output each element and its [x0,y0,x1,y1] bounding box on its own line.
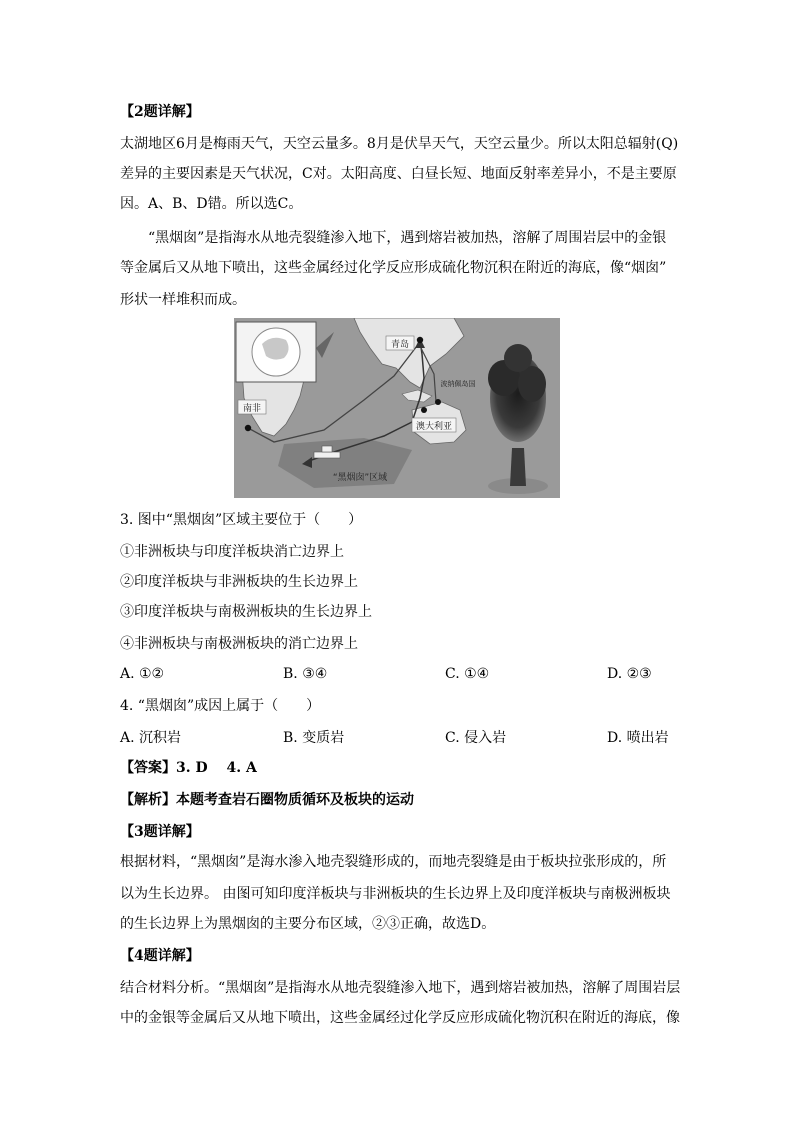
q4-option-a: A. 沉积岩 [120,730,182,746]
q3-stem: 3. 图中“黑烟囱”区域主要位于（ ） [120,512,363,528]
section2-line-2: 差异的主要因素是天气状况，C对。太阳高度、白昼长短、地面反射率差异小，不是主要原 [120,166,677,182]
q3-option-d: D. ②③ [607,666,652,682]
section3-line-3: 的生长边界上为黑烟囱的主要分布区域，②③正确，故选D。 [120,916,496,932]
q3-item-2: ②印度洋板块与非洲板块的生长边界上 [120,574,358,590]
q4-option-d: D. 喷出岩 [607,730,669,746]
section4-line-2: 中的金银等金属后又从地下喷出，这些金属经过化学反应形成硫化物沉积在附近的海底，像 [120,1010,680,1026]
ship-icon [314,452,340,458]
section3-line-1: 根据材料，“黑烟囱”是海水渗入地壳裂缝形成的，而地壳裂缝是由于板块拉张形成的，所 [120,854,667,870]
section3-line-2: 以为生长边界。 由图可知印度洋板块与非洲板块的生长边界上及印度洋板块与南极洲板块 [120,886,671,902]
q3-item-4: ④非洲板块与南极洲板块的消亡边界上 [120,636,358,652]
label-islands: 波纳佩岛国 [440,380,476,388]
intro-line-3: 形状一样堆积而成。 [120,292,246,308]
q4-option-c: C. 侵入岩 [445,730,507,746]
q3-option-c: C. ①④ [445,666,490,682]
q3-option-a: A. ①② [120,666,165,682]
analysis-line: 【解析】本题考查岩石圈物质循环及板块的运动 [120,792,414,808]
label-qingdao: 青岛 [390,340,410,350]
label-south-africa: 南非 [242,404,262,414]
section2-heading: 【2题详解】 [120,104,200,120]
black-smoker-map [234,318,560,498]
intro-line-1: “黑烟囱”是指海水从地壳裂缝渗入地下，遇到熔岩被加热，溶解了周围岩层中的金银 [148,230,667,246]
label-region: “黑烟囱”区域 [332,473,388,483]
q3-option-b: B. ③④ [283,666,328,682]
qingdao-marker [417,337,423,343]
intro-line-2: 等金属后又从地下喷出，这些金属经过化学反应形成硫化物沉积在附近的海底，像“烟囱” [120,260,667,276]
south-africa-marker [245,425,251,431]
q4-option-b: B. 变质岩 [283,730,345,746]
islands-marker [435,399,441,405]
section4-line-1: 结合材料分析。“黑烟囱”是指海水从地壳裂缝渗入地下，遇到熔岩被加热，溶解了周围岩层 [120,980,681,996]
section3-heading: 【3题详解】 [120,824,200,840]
section4-heading: 【4题详解】 [120,948,200,964]
q3-item-1: ①非洲板块与印度洋板块消亡边界上 [120,544,344,560]
q3-item-3: ③印度洋板块与南极洲板块的生长边界上 [120,604,372,620]
section2-line-1: 太湖地区6月是梅雨天气，天空云量多。8月是伏旱天气，天空云量少。所以太阳总辐射(Q) [120,136,679,152]
answer-line: 【答案】3. D 4. A [120,760,257,776]
q4-stem: 4. “黑烟囱”成因上属于（ ） [120,698,321,714]
section2-line-3: 因。A、B、D错。所以选C。 [120,196,303,212]
label-australia: 澳大利亚 [415,422,453,432]
australia-marker [421,407,427,413]
